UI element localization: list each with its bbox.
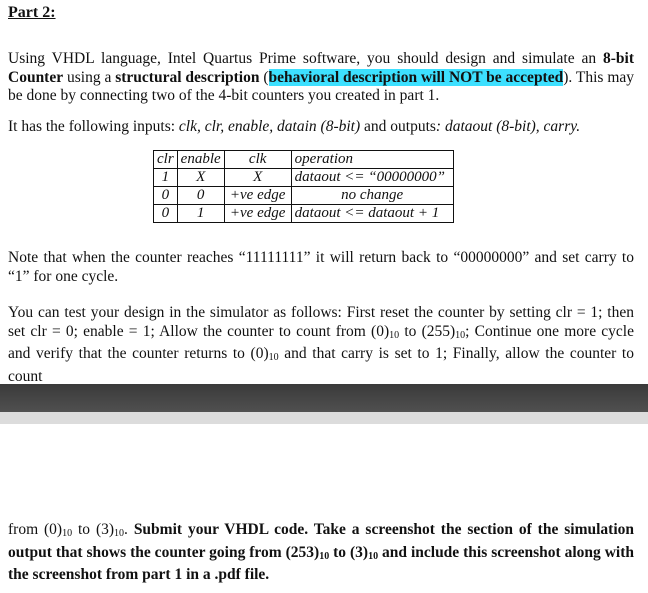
note-paragraph: Note that when the counter reaches “11111111” it will return back to “00000000” and set carry to “1” for one cycle.	[8, 249, 634, 285]
truth-table	[153, 150, 454, 223]
test-paragraph	[8, 304, 634, 386]
table-row	[154, 169, 454, 187]
table-cell: 0	[154, 205, 178, 223]
io-paragraph	[8, 118, 634, 137]
page-break-shadow	[0, 412, 648, 424]
page-break-bar	[0, 384, 648, 412]
table-row	[154, 205, 454, 223]
intro-counter-bold: 8-bit Counter	[8, 50, 634, 86]
table-cell: dataout <= “00000000”	[291, 169, 453, 187]
subscript: 10	[268, 352, 279, 363]
test-text-2: to (255)	[399, 322, 456, 340]
io-inputs: clk, clr, enable, datain (8-bit)	[178, 118, 361, 135]
table-cell: 0	[154, 187, 178, 205]
submit-instructions-bold-2: to (3)	[329, 543, 369, 561]
header-clk: clk	[224, 151, 291, 169]
test-text-3: ; Continue one more cycle and verify that the counter returns to (0)	[8, 322, 634, 362]
table-cell: X	[177, 169, 224, 187]
intro-text-3: using a	[63, 68, 116, 86]
table-cell: 1	[154, 169, 178, 187]
table-cell: dataout <= dataout + 1	[291, 205, 453, 223]
intro-structural-bold: structural description	[115, 68, 260, 86]
io-text-2: and outputs	[360, 118, 436, 135]
subscript: 10	[389, 329, 400, 341]
table-cell: +ve edge	[224, 205, 291, 223]
final-text-2: to (3)	[72, 521, 115, 538]
header-clr: clr	[154, 151, 178, 169]
final-text-1: from (0)	[8, 521, 63, 538]
behavioral-highlight: behavioral description will NOT be accepted	[268, 68, 564, 86]
test-text-1: You can test your design in the simulator as follows: First reset the counter by setting clr = 1; then set clr = 0; enable = 1; Allow the counter to count from (0)	[8, 304, 634, 340]
table-cell: X	[224, 169, 291, 187]
table-cell: 0	[177, 187, 224, 205]
table-row	[154, 187, 454, 205]
subscript: 10	[62, 528, 73, 539]
final-text-3: .	[124, 521, 134, 538]
io-text-3: :	[435, 118, 445, 135]
submit-instructions-bold-3: and include this screenshot along with the screenshot from part 1 in a .pdf file.	[8, 543, 634, 583]
intro-text-6: ). This may be done by connecting two of the 4-bit counters you created in part 1.	[8, 68, 635, 104]
intro-text-5: (	[259, 68, 269, 86]
header-enable: enable	[177, 151, 224, 169]
subscript: 10	[368, 550, 379, 562]
table-cell: 1	[177, 205, 224, 223]
header-operation: operation	[291, 151, 453, 169]
test-text-4: and that carry is set to 1; Finally, allow the counter to count	[8, 345, 634, 385]
table-cell: no change	[291, 187, 453, 205]
intro-text-1: Using VHDL language, Intel Quartus Prime software, you should design and simulate an	[8, 50, 603, 67]
io-text-1: It has the following inputs:	[8, 118, 179, 135]
subscript: 10	[319, 550, 330, 562]
subscript: 10	[114, 528, 125, 539]
final-paragraph	[8, 521, 634, 585]
table-cell: +ve edge	[224, 187, 291, 205]
submit-instructions-bold: Submit your VHDL code. Take a screenshot the section of the simulation output that shows the counter going from (253)	[8, 521, 634, 561]
table-header-row	[154, 151, 454, 169]
subscript: 10	[455, 329, 466, 341]
io-outputs: dataout (8-bit), carry.	[444, 118, 581, 135]
intro-paragraph	[8, 50, 634, 106]
section-title: Part 2:	[8, 4, 56, 21]
